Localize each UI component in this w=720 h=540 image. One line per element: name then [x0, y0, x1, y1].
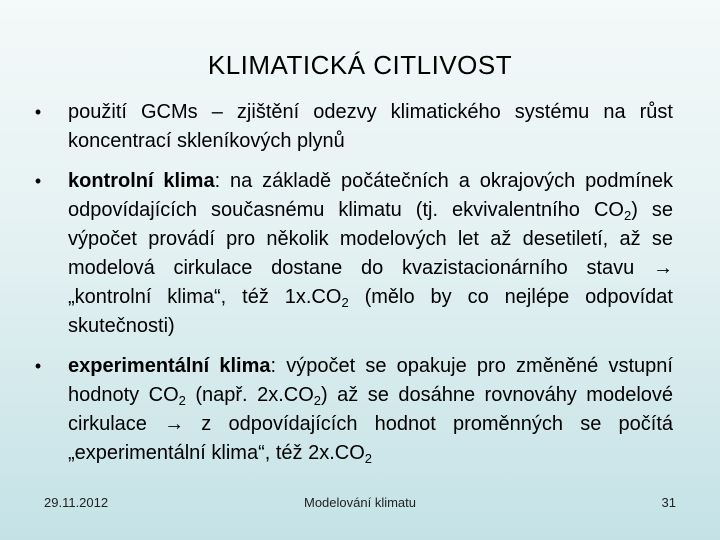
page-number: 31 — [661, 495, 676, 510]
bullet-text-part: (mělo by co nejlépe odpovídat skutečnosti) — [68, 286, 673, 337]
slide-title: KLIMATICKÁ CITLIVOST — [207, 50, 513, 80]
bullet-item-experimental-climate — [28, 352, 673, 468]
bullet-lead-term: kontrolní klima — [68, 170, 215, 192]
bullet-text-part: ) se výpočet provádí pro několik modelových let až desetiletí, až se modelová cirkulace dostane do kvazistacionárního stavu → „kontrolní klima“, též 1x.CO — [68, 199, 673, 308]
footer-title: Modelování klimatu — [304, 495, 416, 510]
bullet-icon: • — [34, 102, 42, 122]
bullet-list — [28, 98, 673, 479]
subscript: 2 — [341, 295, 349, 310]
subscript: 2 — [364, 451, 372, 466]
bullet-lead-term: experimentální klima — [68, 355, 271, 377]
bullet-text-part: (např. 2x.CO — [185, 384, 314, 406]
bullet-text-part: : výpočet se opakuje pro změněné vstupní hodnoty CO — [68, 355, 673, 406]
subscript: 2 — [313, 393, 321, 408]
bullet-text-part: : na základě počátečních a okrajových podmínek odpovídajících současnému klimatu (tj. ekvivalentního CO — [68, 170, 674, 221]
bullet-text-part: ) až se dosáhne rovnováhy modelové cirkulace → z odpovídajících hodnot proměnných se počítá „experimentální klima“, též 2x.CO — [68, 384, 674, 464]
subscript: 2 — [178, 393, 186, 408]
bullet-icon: • — [34, 356, 42, 376]
bullet-text: použití GCMs – zjištění odezvy klimatického systému na růst koncentrací skleníkových plynů — [68, 101, 673, 152]
bullet-item-gcm — [28, 98, 673, 156]
footer-date: 29.11.2012 — [44, 495, 109, 510]
subscript: 2 — [623, 208, 632, 223]
bullet-item-control-climate — [28, 167, 673, 341]
bullet-icon: • — [34, 171, 42, 191]
